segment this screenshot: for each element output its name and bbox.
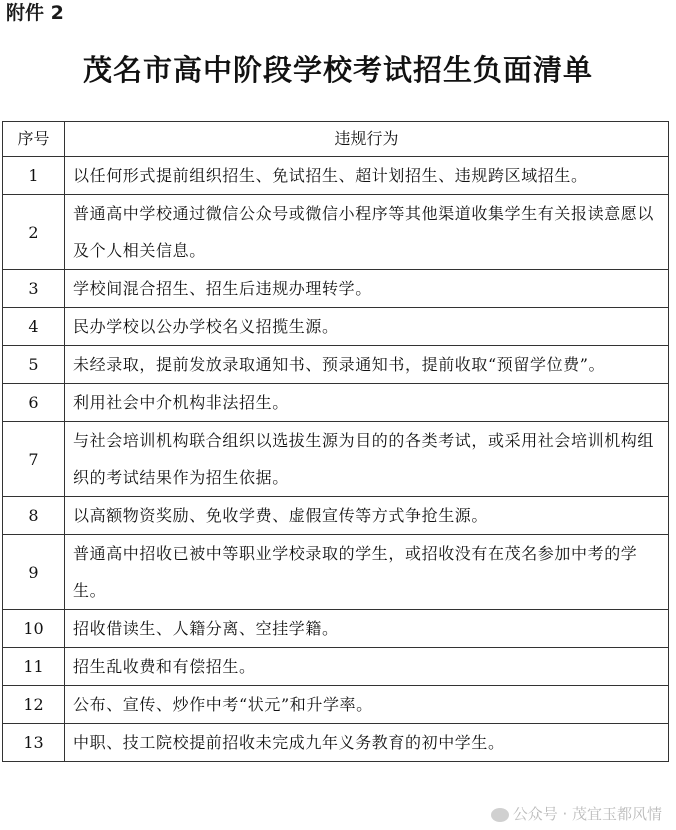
attachment-label: 附件 2 <box>6 2 64 24</box>
table-row <box>3 346 669 384</box>
header-serial-number: 序号 <box>3 122 65 157</box>
row-number: 3 <box>3 270 65 308</box>
row-violation-text: 未经录取，提前发放录取通知书、预录通知书，提前收取“预留学位费”。 <box>65 346 669 384</box>
row-violation-text: 中职、技工院校提前招收未完成九年义务教育的初中学生。 <box>65 724 669 762</box>
table-row <box>3 497 669 535</box>
row-violation-text: 招收借读生、人籍分离、空挂学籍。 <box>65 610 669 648</box>
row-number: 10 <box>3 610 65 648</box>
row-number: 11 <box>3 648 65 686</box>
row-violation-text: 以任何形式提前组织招生、免试招生、超计划招生、违规跨区域招生。 <box>65 157 669 195</box>
table-row <box>3 308 669 346</box>
row-violation-text: 公布、宣传、炒作中考“状元”和升学率。 <box>65 686 669 724</box>
table-row <box>3 195 669 270</box>
row-number: 6 <box>3 384 65 422</box>
table-row <box>3 610 669 648</box>
row-violation-text: 以高额物资奖励、免收学费、虚假宣传等方式争抢生源。 <box>65 497 669 535</box>
row-number: 1 <box>3 157 65 195</box>
row-number: 2 <box>3 195 65 270</box>
table-header-row <box>3 122 669 157</box>
table-row <box>3 270 669 308</box>
row-violation-text: 利用社会中介机构非法招生。 <box>65 384 669 422</box>
table-row <box>3 535 669 610</box>
row-violation-text: 民办学校以公办学校名义招揽生源。 <box>65 308 669 346</box>
row-violation-text: 学校间混合招生、招生后违规办理转学。 <box>65 270 669 308</box>
row-number: 4 <box>3 308 65 346</box>
table-row <box>3 422 669 497</box>
row-number: 5 <box>3 346 65 384</box>
table-row <box>3 724 669 762</box>
wechat-icon <box>491 808 509 822</box>
row-number: 8 <box>3 497 65 535</box>
row-violation-text: 招生乱收费和有偿招生。 <box>65 648 669 686</box>
table-row <box>3 157 669 195</box>
negative-list-table <box>2 121 669 762</box>
row-number: 9 <box>3 535 65 610</box>
row-number: 7 <box>3 422 65 497</box>
row-violation-text: 普通高中招收已被中等职业学校录取的学生，或招收没有在茂名参加中考的学生。 <box>65 535 669 610</box>
row-number: 13 <box>3 724 65 762</box>
table-row <box>3 686 669 724</box>
header-violation: 违规行为 <box>65 122 669 157</box>
row-number: 12 <box>3 686 65 724</box>
table-row <box>3 384 669 422</box>
watermark <box>491 803 662 824</box>
page-title: 茂名市高中阶段学校考试招生负面清单 <box>82 53 593 87</box>
watermark-text: 公众号 · 茂宜玉都风情 <box>512 805 662 823</box>
row-violation-text: 普通高中学校通过微信公众号或微信小程序等其他渠道收集学生有关报读意愿以及个人相关信息。 <box>65 195 669 270</box>
row-violation-text: 与社会培训机构联合组织以选拔生源为目的的各类考试，或采用社会培训机构组织的考试结果作为招生依据。 <box>65 422 669 497</box>
table-row <box>3 648 669 686</box>
